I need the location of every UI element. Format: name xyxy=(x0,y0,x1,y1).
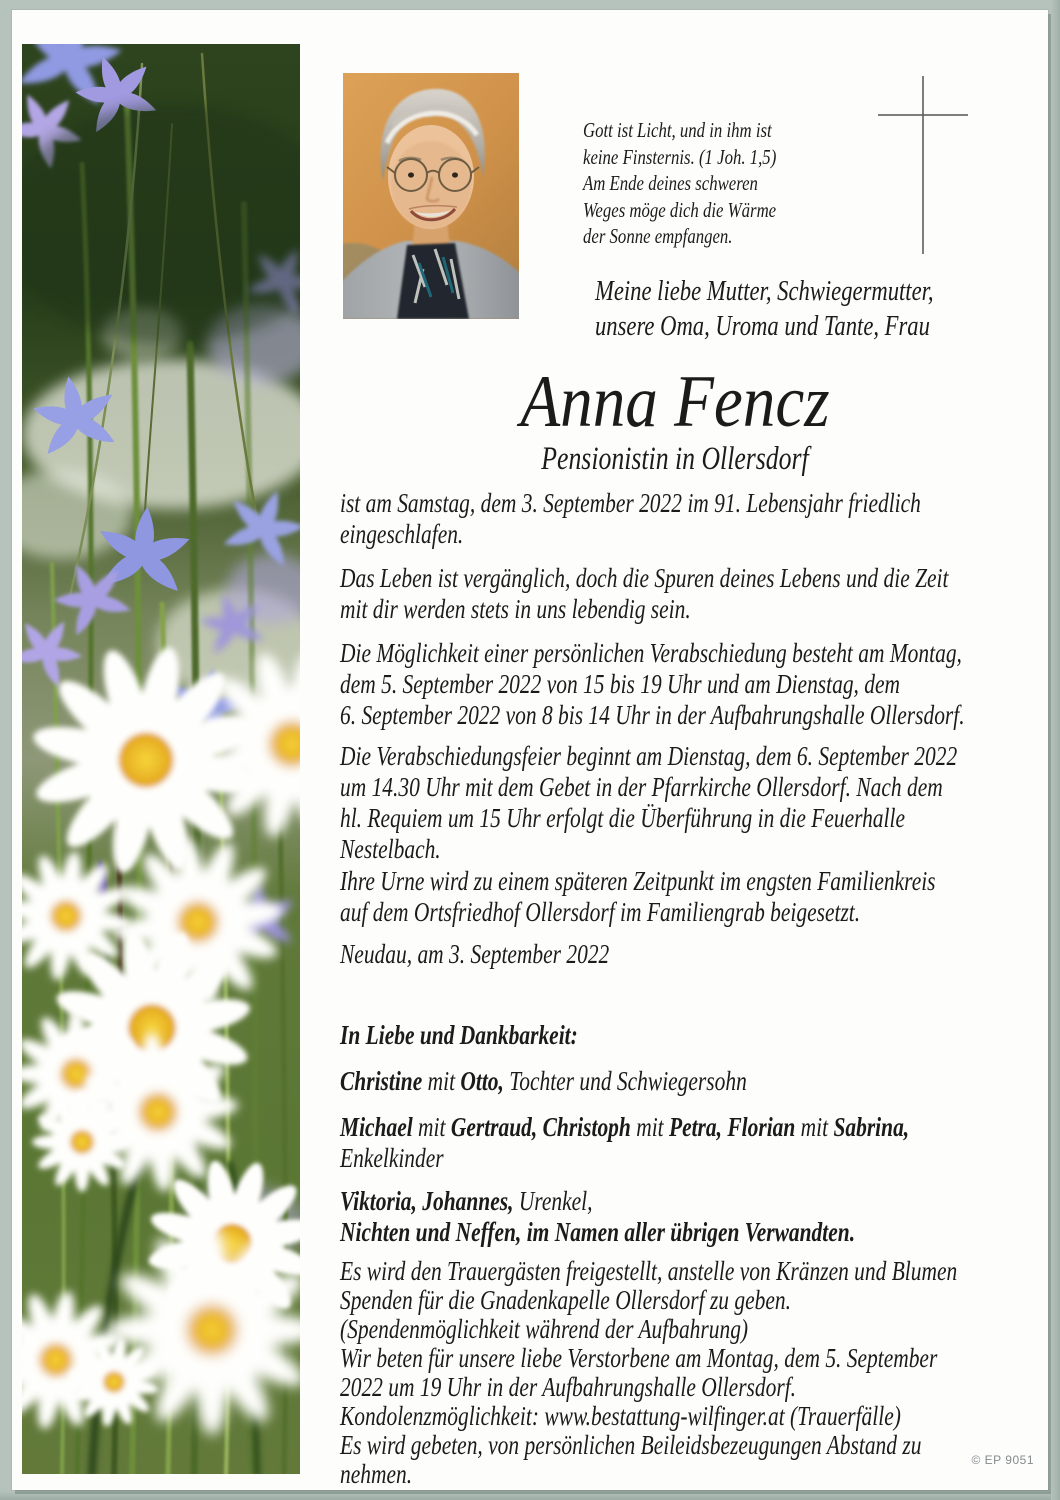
note-line: nehmen. xyxy=(340,1458,413,1489)
note-line: Es wird den Trauergästen freigestellt, anstelle von Kränzen und Blumen xyxy=(340,1255,958,1286)
family-name: Petra, Florian xyxy=(668,1111,796,1142)
paragraph-line: um 14.30 Uhr mit dem Gebet in der Pfarrkirche Ollersdorf. Nach dem xyxy=(340,771,943,802)
wildflower-meadow-photo xyxy=(22,44,300,1474)
deceased-name: Anna Fencz xyxy=(520,361,830,443)
dateline xyxy=(340,938,609,969)
family-connector: mit xyxy=(412,1111,451,1142)
note-line: Wir beten für unsere liebe Verstorbene am Montag, dem 5. September xyxy=(340,1342,938,1373)
paragraph-line: Nestelbach. xyxy=(340,833,441,864)
paragraph-line: hl. Requiem um 15 Uhr erfolgt die Überführung in die Feuerhalle xyxy=(340,802,905,833)
viewing-paragraph xyxy=(340,637,965,730)
paragraph-line: Die Möglichkeit einer persönlichen Verabschiedung besteht am Montag, xyxy=(340,637,962,668)
quote-line: Gott ist Licht, und in ihm ist xyxy=(583,118,772,142)
ceremony-paragraph xyxy=(340,740,957,864)
family-daughter-line xyxy=(340,1065,747,1096)
paragraph-line: Ihre Urne wird zu einem späteren Zeitpunkt im engsten Familienkreis xyxy=(340,865,936,896)
note-line: Kondolenzmöglichkeit: www.bestattung-wilfinger.at (Trauerfälle) xyxy=(340,1400,901,1431)
paragraph-line: 6. September 2022 von 8 bis 14 Uhr in der Aufbahrungshalle Ollersdorf. xyxy=(340,699,965,730)
paragraph-line: eingeschlafen. xyxy=(340,518,464,549)
closing-formula xyxy=(340,1019,578,1050)
family-name: Sabrina, xyxy=(833,1111,910,1142)
paragraph-line: Das Leben ist vergänglich, doch die Spuren deines Lebens und die Zeit xyxy=(340,562,949,593)
quote-line: Am Ende deines schweren xyxy=(583,171,758,195)
urn-paragraph xyxy=(340,865,936,927)
family-grandchildren-lines xyxy=(340,1111,909,1173)
quote-line: keine Finsternis. (1 Joh. 1,5) xyxy=(583,144,777,169)
family-connector: mit xyxy=(630,1111,669,1142)
quote-line: Weges möge dich die Wärme xyxy=(583,197,777,222)
family-others-text: Nichten und Neffen, im Namen aller übrigen Verwandten. xyxy=(340,1216,856,1247)
family-name: Viktoria, Johannes, xyxy=(340,1185,514,1216)
cross-icon-bar xyxy=(878,114,968,116)
note-line: Spenden für die Gnadenkapelle Ollersdorf zu geben. xyxy=(340,1284,791,1315)
family-name: Otto, xyxy=(460,1065,504,1096)
remembrance-paragraph xyxy=(340,562,948,624)
paragraph-line: auf dem Ortsfriedhof Ollersdorf im Familiengrab beigesetzt. xyxy=(340,896,861,927)
family-connector: mit xyxy=(422,1065,461,1096)
salutation-line: unsere Oma, Uroma und Tante, Frau xyxy=(595,310,930,342)
passing-paragraph xyxy=(340,487,921,549)
deceased-role: Pensionistin in Ollersdorf xyxy=(541,441,809,477)
closing-formula-text: In Liebe und Dankbarkeit: xyxy=(340,1019,578,1050)
dateline-text: Neudau, am 3. September 2022 xyxy=(340,938,610,969)
note-line: (Spendenmöglichkeit während der Aufbahrung) xyxy=(340,1313,749,1344)
note-line: Es wird gebeten, von persönlichen Beileidsbezeugungen Abstand zu xyxy=(340,1429,922,1460)
funeral-notes xyxy=(340,1256,957,1488)
family-relation: Enkelkinder xyxy=(340,1142,444,1173)
family-name: Michael xyxy=(340,1111,413,1142)
salutation-line: Meine liebe Mutter, Schwiegermutter, xyxy=(595,275,934,307)
paragraph-line: Die Verabschiedungsfeier beginnt am Dienstag, dem 6. September 2022 xyxy=(340,740,958,771)
cross-icon xyxy=(922,76,924,254)
portrait-photo xyxy=(343,73,519,319)
family-name: Gertraud, Christoph xyxy=(450,1111,631,1142)
paragraph-line: mit dir werden stets in uns lebendig sein. xyxy=(340,593,691,624)
scripture-quote xyxy=(583,117,776,250)
card-page xyxy=(12,10,1048,1490)
paragraph-line: dem 5. September 2022 von 15 bis 19 Uhr und am Dienstag, dem xyxy=(340,668,901,699)
quote-line: der Sonne empfangen. xyxy=(583,224,733,248)
note-line: 2022 um 19 Uhr in der Aufbahrungshalle Ollersdorf. xyxy=(340,1371,797,1402)
family-name: Christine xyxy=(340,1065,423,1096)
family-relation: Tochter und Schwiegersohn xyxy=(503,1065,747,1096)
salutation xyxy=(595,274,934,344)
family-connector: mit xyxy=(795,1111,834,1142)
family-greatgrandchildren-lines xyxy=(340,1185,855,1247)
paragraph-line: ist am Samstag, dem 3. September 2022 im 91. Lebensjahr friedlich xyxy=(340,487,921,518)
family-relation: Urenkel, xyxy=(513,1185,593,1216)
print-code: © EP 9051 xyxy=(971,1453,1034,1467)
